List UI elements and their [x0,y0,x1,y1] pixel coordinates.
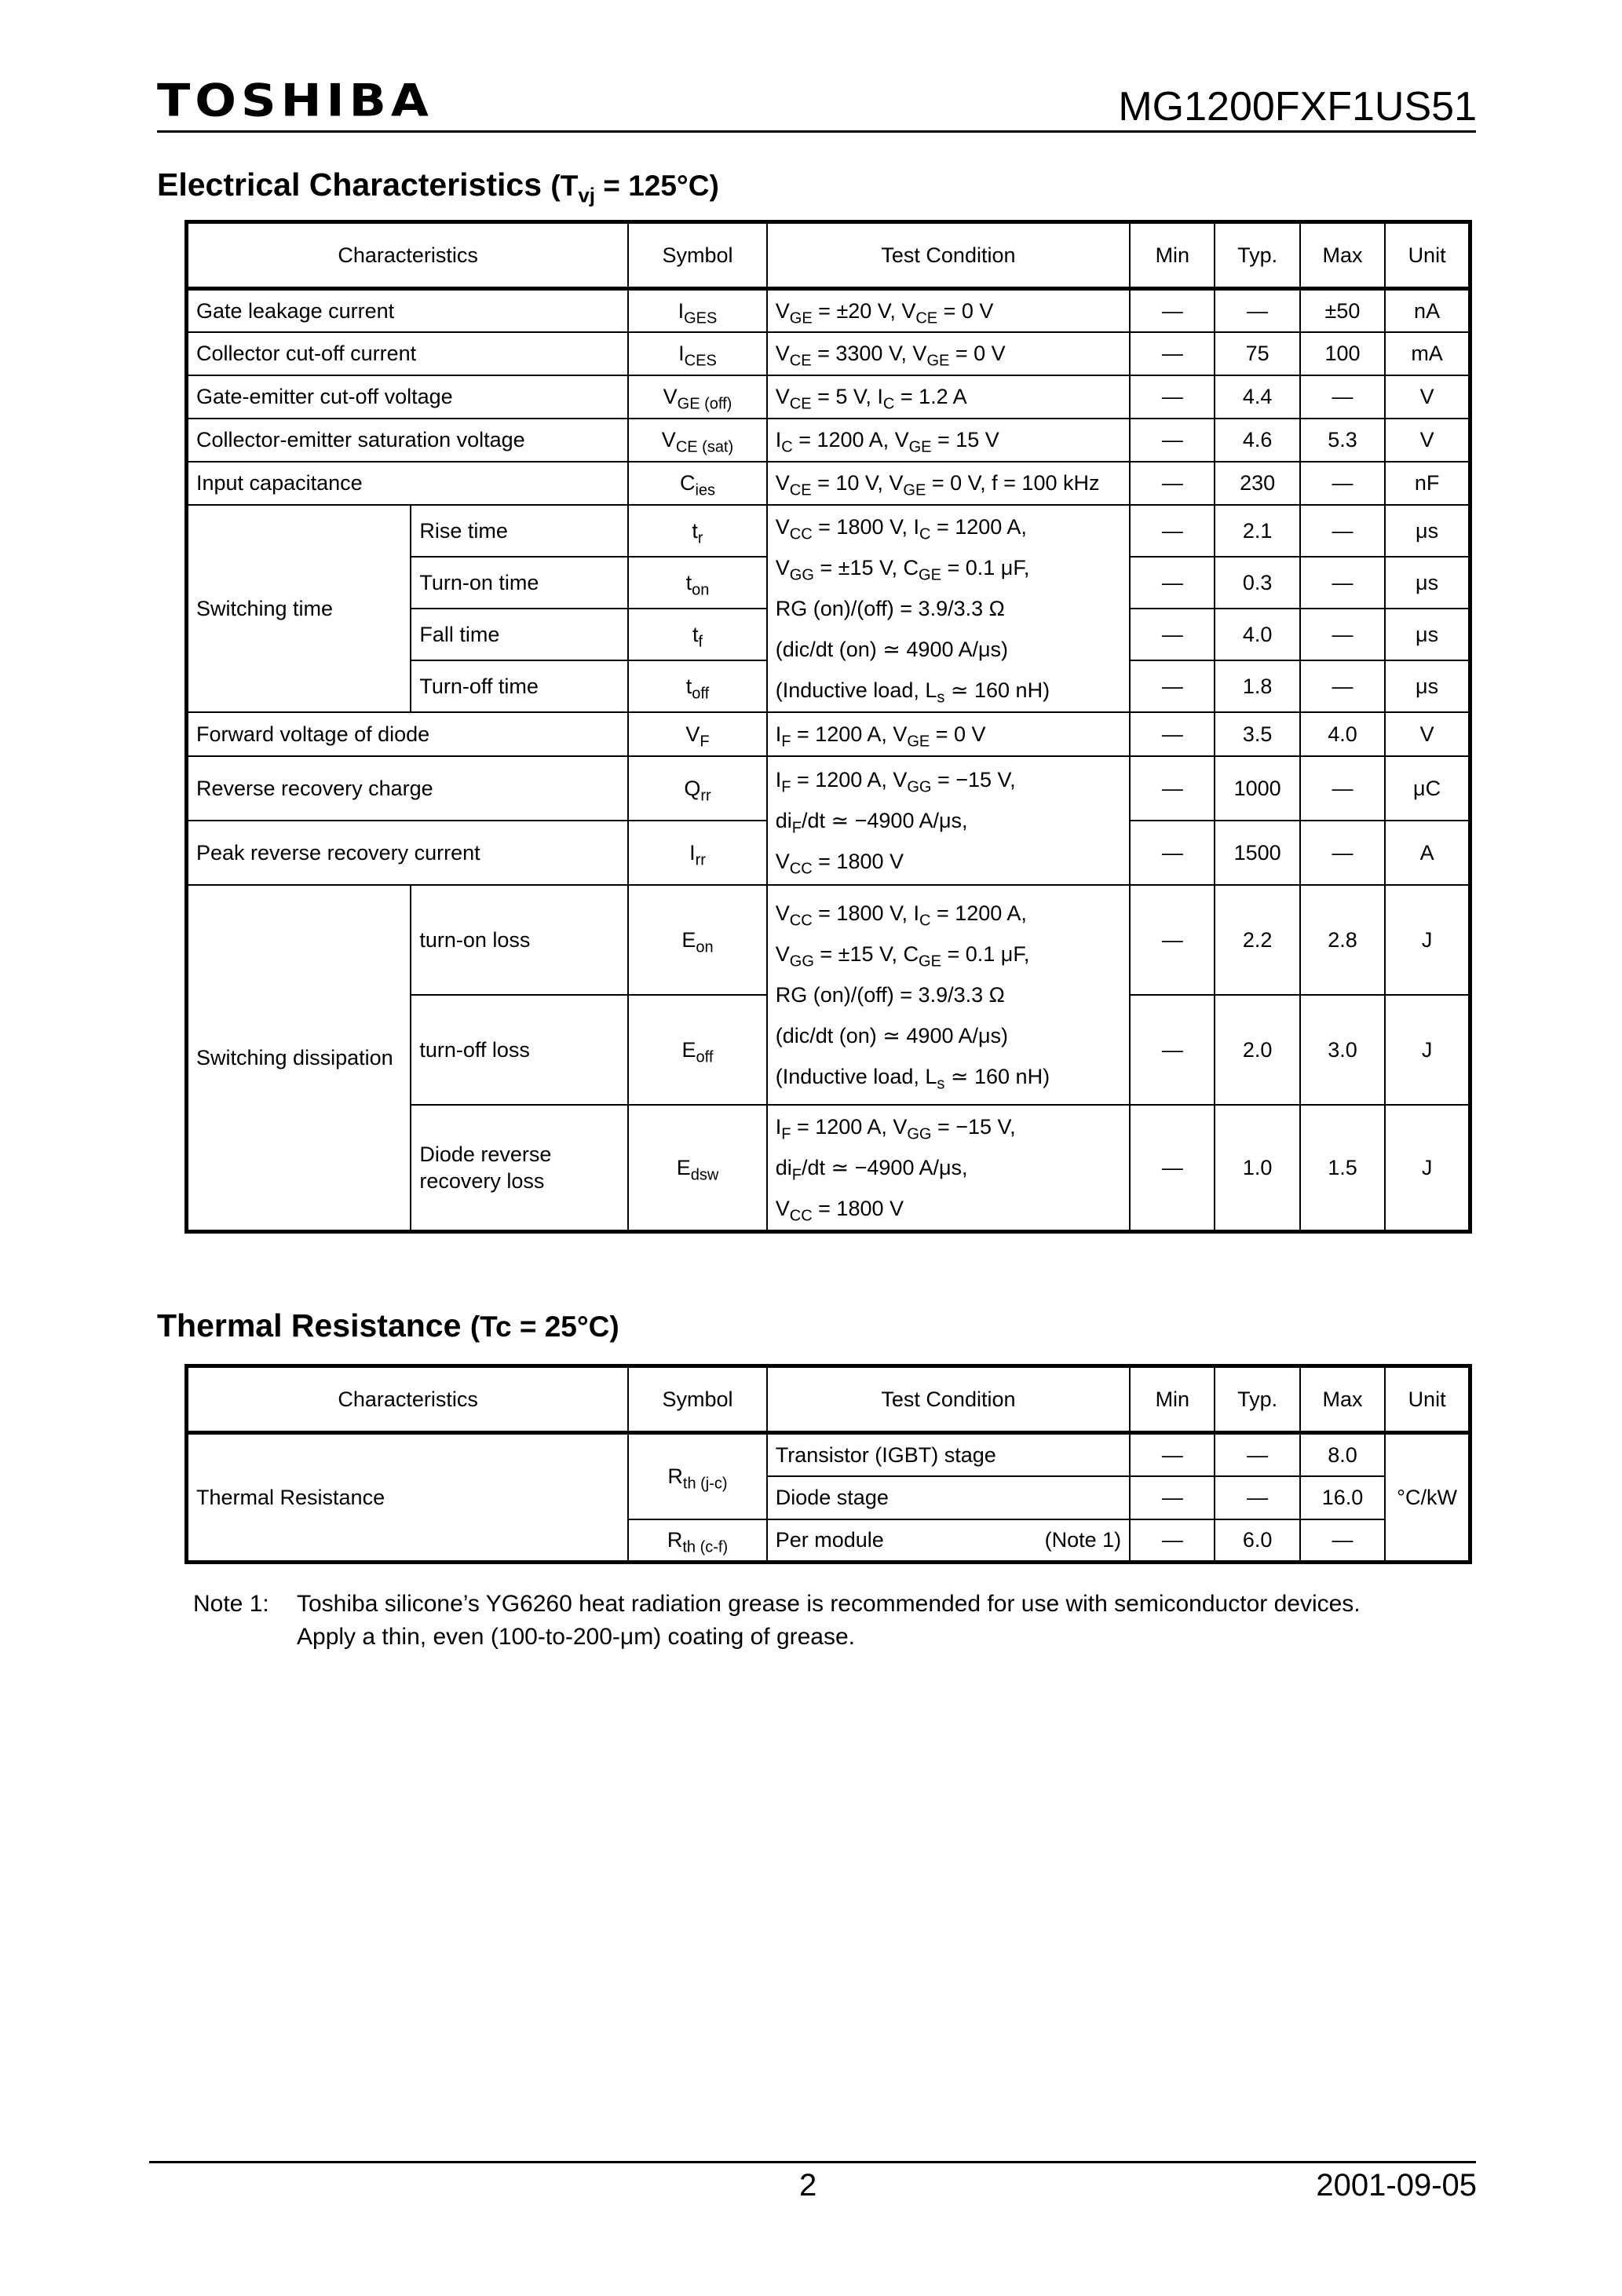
row-min: — [1130,712,1215,756]
row-symbol: $V_F$ [628,712,767,756]
row-typ: 6.0 [1215,1519,1299,1563]
row-unit: V [1385,712,1470,756]
row-name: turn-off loss [411,995,628,1105]
row-min: — [1130,375,1215,419]
note-line-1: Toshiba silicone’s YG6260 heat radiation grease is recommended for use with semiconductor devices. [297,1591,1361,1617]
row-unit: μs [1385,660,1470,712]
row-max: — [1300,557,1385,609]
condition-line: $di_F/dt$ ≃ −4900 A/μs, [775,808,968,836]
row-max: 5.3 [1300,419,1385,462]
row-max: ±50 [1300,289,1385,332]
row-name: Gate leakage current [187,289,629,332]
row-typ: 0.3 [1215,557,1299,609]
row-max: 4.0 [1300,712,1385,756]
header-characteristics: Characteristics [187,222,629,289]
row-symbol: $V_{CE (sat)}$ [628,419,767,462]
row-unit: V [1385,419,1470,462]
electrical-table [184,220,1472,1234]
condition-line: $V_{CC} = 1800$ V [775,1196,904,1225]
row-symbol: $t_r$ [628,505,767,557]
header-max: Max [1300,222,1385,289]
electrical-title: Electrical Characteristics $(T_{vj} = 125^\circ C)$ [157,166,719,207]
row-min: — [1130,505,1215,557]
row-unit: A [1385,821,1470,885]
header-min: Min [1130,1366,1215,1433]
note-reference: (Note 1) [1044,1528,1122,1552]
table-row [187,756,1470,821]
row-unit: mA [1385,332,1470,375]
table-row [187,885,1470,995]
header-test-condition: Test Condition [767,222,1130,289]
condition-line: RG (on)/(off) = 3.9/3.3 Ω [775,596,1005,620]
table-row [187,462,1470,505]
recovery-test-condition [767,756,1130,885]
row-unit: J [1385,1105,1470,1232]
row-max: 100 [1300,332,1385,375]
row-typ: — [1215,1476,1299,1519]
row-min: — [1130,419,1215,462]
row-symbol: $V_{GE (off)}$ [628,375,767,419]
row-typ: 4.0 [1215,609,1299,660]
row-symbol: $C_{ies}$ [628,462,767,505]
row-max: — [1300,462,1385,505]
row-unit: nF [1385,462,1470,505]
row-unit: μs [1385,505,1470,557]
table-row [187,375,1470,419]
row-min: — [1130,1433,1215,1476]
row-typ: 4.4 [1215,375,1299,419]
condition-line: (dic/dt (on) ≃ 4900 A/μs) [775,637,1009,661]
row-typ: 4.6 [1215,419,1299,462]
switching-time-label: Switching time [187,505,411,712]
footer-rule [149,2161,1476,2163]
thermal-table [184,1364,1472,1564]
row-typ: — [1215,289,1299,332]
row-max: — [1300,660,1385,712]
row-unit: μs [1385,557,1470,609]
row-typ: — [1215,1433,1299,1476]
row-condition: Transistor (IGBT) stage [767,1433,1130,1476]
header-unit: Unit [1385,1366,1470,1433]
row-min: — [1130,289,1215,332]
row-min: — [1130,557,1215,609]
row-symbol: $E_{off}$ [628,995,767,1105]
row-max: 3.0 [1300,995,1385,1105]
row-max: 16.0 [1300,1476,1385,1519]
row-max: — [1300,821,1385,885]
thermal-name: Thermal Resistance [187,1433,629,1563]
row-max: — [1300,375,1385,419]
row-max: — [1300,609,1385,660]
row-max: — [1300,1519,1385,1563]
row-min: — [1130,660,1215,712]
condition-line: (dic/dt (on) ≃ 4900 A/μs) [775,1023,1009,1047]
part-number: MG1200FXF1US51 [1118,84,1477,130]
row-name: Fall time [411,609,628,660]
row-unit: nA [1385,289,1470,332]
table-row [187,289,1470,332]
row-unit: J [1385,885,1470,995]
header-rule [157,130,1476,133]
row-unit: μs [1385,609,1470,660]
row-min: — [1130,756,1215,821]
condition-line: (Inductive load, $L_s$ ≃ 160 nH) [775,678,1050,706]
row-condition: $V_{CE} = 3300$ V, $V_{GE} = 0$ V [767,332,1130,375]
row-max: — [1300,505,1385,557]
row-symbol: $I_{GES}$ [628,289,767,332]
row-unit: V [1385,375,1470,419]
header-symbol: Symbol [628,1366,767,1433]
row-max: 8.0 [1300,1433,1385,1476]
table-row [187,332,1470,375]
header-typ: Typ. [1215,222,1299,289]
row-min: — [1130,609,1215,660]
diode-test-condition [767,1105,1130,1232]
row-name: Turn-on time [411,557,628,609]
header-test-condition: Test Condition [767,1366,1130,1433]
row-name: Diode reverse recovery loss [411,1105,628,1232]
row-min: — [1130,821,1215,885]
note-line-2: Apply a thin, even (100-to-200-μm) coating of grease. [297,1624,856,1650]
row-condition: $V_{CE} = 5$ V, $I_C = 1.2$ A [767,375,1130,419]
condition-line: $V_{CC} = 1800$ V [775,849,904,877]
page-date: 2001-09-05 [1316,2168,1477,2203]
row-typ: 2.1 [1215,505,1299,557]
row-symbol: $t_{on}$ [628,557,767,609]
row-name: Input capacitance [187,462,629,505]
row-symbol: $E_{dsw}$ [628,1105,767,1232]
row-max: 1.5 [1300,1105,1385,1232]
header-unit: Unit [1385,222,1470,289]
header-symbol: Symbol [628,222,767,289]
row-min: — [1130,332,1215,375]
row-typ: 2.0 [1215,995,1299,1105]
row-condition: Per module (Note 1) [767,1519,1130,1563]
condition-line: (Inductive load, $L_s$ ≃ 160 nH) [775,1064,1050,1092]
row-symbol: $I_{rr}$ [628,821,767,885]
table-row [187,712,1470,756]
row-name: Forward voltage of diode [187,712,629,756]
row-condition: $I_C = 1200$ A, $V_{GE} = 15$ V [767,419,1130,462]
row-min: — [1130,885,1215,995]
row-typ: 1.0 [1215,1105,1299,1232]
row-name: turn-on loss [411,885,628,995]
row-symbol: $t_{off}$ [628,660,767,712]
row-name: Collector cut-off current [187,332,629,375]
row-symbol: $Q_{rr}$ [628,756,767,821]
header-characteristics: Characteristics [187,1366,629,1433]
row-name: Reverse recovery charge [187,756,629,821]
row-min: — [1130,1105,1215,1232]
row-condition: $V_{CE} = 10$ V, $V_{GE} = 0$ V, f = 100 kHz [767,462,1130,505]
thermal-title: Thermal Resistance (Tc = 25°C) [157,1307,619,1344]
row-min: — [1130,1519,1215,1563]
row-symbol: $R_{th (c-f)}$ [628,1519,767,1563]
row-name: Peak reverse recovery current [187,821,629,885]
table-row [187,1433,1470,1476]
condition-line: $di_F/dt$ ≃ −4900 A/μs, [775,1155,968,1184]
row-symbol: $E_{on}$ [628,885,767,995]
row-name: Collector-emitter saturation voltage [187,419,629,462]
header-min: Min [1130,222,1215,289]
condition-line: $V_{CC} = 1800$ V, $I_C = 1200$ A, [775,901,1027,929]
condition-line: RG (on)/(off) = 3.9/3.3 Ω [775,982,1005,1007]
row-min: — [1130,995,1215,1105]
table-header-row [187,1366,1470,1433]
page-number: 2 [799,2168,817,2203]
row-max: 2.8 [1300,885,1385,995]
row-typ: 75 [1215,332,1299,375]
condition-line: $V_{GG} = \pm 15$ V, $C_{GE} = 0.1$ μF, [775,555,1030,583]
row-min: — [1130,1476,1215,1519]
header-typ: Typ. [1215,1366,1299,1433]
table-row [187,505,1470,557]
condition-line: $I_F = 1200$ A, $V_{GG} = -15$ V, [775,767,1016,795]
switching-test-condition [767,505,1130,712]
condition-line: $I_F = 1200$ A, $V_{GG} = -15$ V, [775,1114,1016,1143]
row-typ: 1.8 [1215,660,1299,712]
row-typ: 1000 [1215,756,1299,821]
row-symbol: $I_{CES}$ [628,332,767,375]
row-condition: Diode stage [767,1476,1130,1519]
row-unit: μC [1385,756,1470,821]
row-typ: 230 [1215,462,1299,505]
table-row [187,419,1470,462]
row-condition: $V_{GE} = \pm 20$ V, $V_{CE} = 0$ V [767,289,1130,332]
note-label: Note 1: [193,1591,269,1617]
condition-line: $V_{GG} = \pm 15$ V, $C_{GE} = 0.1$ μF, [775,941,1030,970]
row-condition: $I_F = 1200$ A, $V_{GE} = 0$ V [767,712,1130,756]
row-max: — [1300,756,1385,821]
switching-dissipation-label: Switching dissipation [187,885,411,1232]
table-header-row [187,222,1470,289]
thermal-unit: °C/kW [1385,1433,1470,1563]
row-typ: 3.5 [1215,712,1299,756]
row-unit: J [1385,995,1470,1105]
condition-line: $V_{CC} = 1800$ V, $I_C = 1200$ A, [775,514,1027,543]
row-typ: 1500 [1215,821,1299,885]
row-name: Turn-off time [411,660,628,712]
row-symbol: $t_f$ [628,609,767,660]
row-symbol: $R_{th (j-c)}$ [628,1433,767,1519]
row-typ: 2.2 [1215,885,1299,995]
row-name: Gate-emitter cut-off voltage [187,375,629,419]
row-min: — [1130,462,1215,505]
row-name: Rise time [411,505,628,557]
header-max: Max [1300,1366,1385,1433]
dissipation-test-condition [767,885,1130,1105]
toshiba-logo: TOSHIBA [157,74,433,127]
